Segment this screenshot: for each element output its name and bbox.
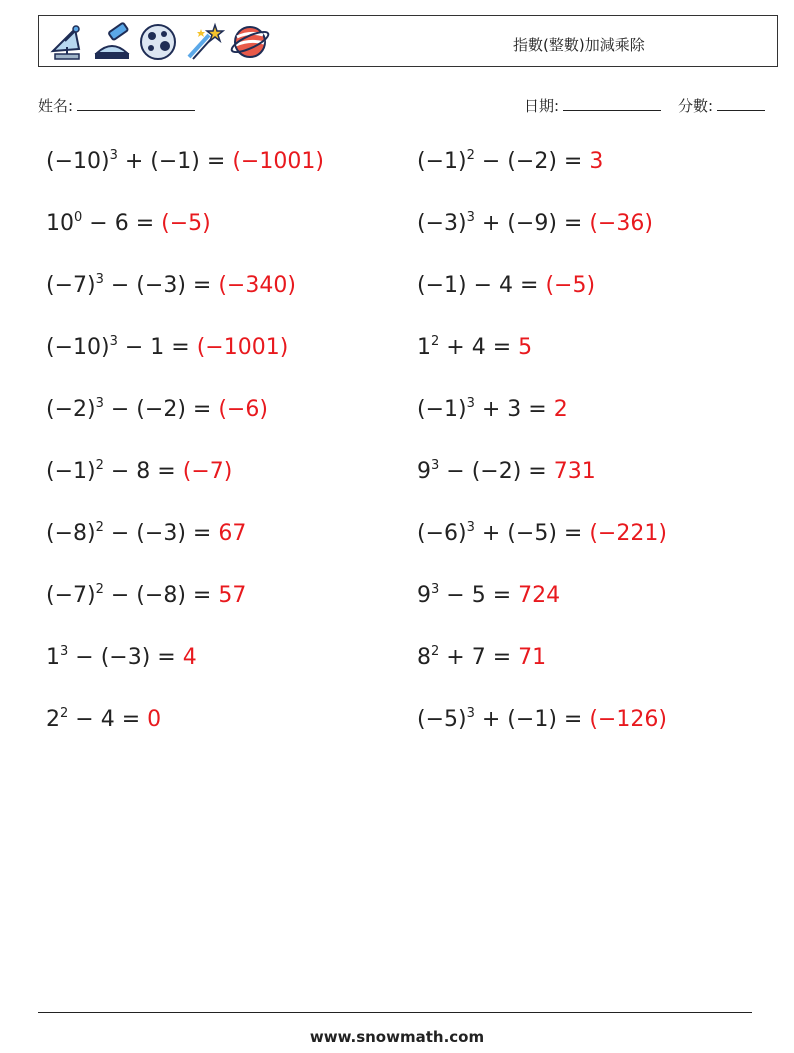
problem-answer: (−1001) [232,149,324,174]
problem-base: (−5) [417,707,467,732]
problem-answer: 67 [218,521,247,546]
date-label: 日期: [524,97,560,115]
problem-item [46,707,161,732]
telescope-icon [91,21,133,63]
problem-item [417,645,546,670]
icon-strip [45,21,271,63]
problem-operation: − 6 = [82,211,162,236]
name-field [38,95,195,116]
date-blank[interactable] [563,96,661,111]
problem-answer: (−7) [182,459,233,484]
problem-exponent: 3 [466,706,475,721]
problem-item [417,707,667,732]
problem-operation: + (−5) = [474,521,590,546]
problem-operation: + 7 = [439,645,519,670]
problem-item [46,645,197,670]
problem-base: (−1) [417,149,467,174]
problem-answer: 0 [147,707,162,732]
problem-exponent: 2 [431,644,440,659]
problem-item [417,149,603,174]
header-box [38,15,778,67]
problem-operation: − (−2) = [474,149,590,174]
problem-answer: (−36) [589,211,653,236]
name-label: 姓名: [38,97,74,115]
problem-exponent: 3 [466,210,475,225]
problem-operation: + 3 = [474,397,554,422]
problem-answer: 57 [218,583,247,608]
problem-exponent: 3 [466,396,475,411]
problem-operation: − (−2) = [439,459,554,484]
problem-operation: + (−1) = [117,149,233,174]
problem-answer: (−1001) [196,335,289,360]
problem-exponent: 3 [109,334,118,349]
problem-answer: (−5) [545,273,596,298]
problem-exponent: 0 [74,210,83,225]
score-label: 分數: [678,97,714,115]
problem-answer: (−5) [161,211,211,236]
footer-divider [38,1012,752,1013]
problem-item [417,397,568,422]
problem-operation: − (−3) = [103,273,219,298]
problem-operation: − (−3) = [68,645,183,670]
problem-answer: (−6) [218,397,268,422]
problem-operation: − (−3) = [103,521,219,546]
problem-exponent: 3 [95,396,104,411]
problem-item [46,335,288,360]
problem-exponent: 2 [466,148,475,163]
problem-base: (−7) [46,583,96,608]
problem-exponent: 2 [95,520,104,535]
problem-exponent: 2 [95,458,104,473]
problem-answer: 3 [589,149,604,174]
problem-base: (−3) [417,211,467,236]
date-field [524,95,661,116]
problem-base: (−1) − 4 = [417,273,546,298]
problem-answer: 71 [518,645,547,670]
problem-answer: (−221) [589,521,667,546]
problem-answer: (−340) [218,273,296,298]
problem-base: (−7) [46,273,96,298]
problem-operation: − 1 = [117,335,197,360]
problem-answer: (−126) [589,707,667,732]
problem-item [46,459,232,484]
problem-operation: − (−2) = [103,397,219,422]
problem-item [417,211,653,236]
problem-base: (−10) [46,335,110,360]
problem-item [417,273,595,298]
problem-base: 8 [417,645,431,670]
problem-item [417,459,596,484]
problem-exponent: 3 [431,458,440,473]
problem-item [417,521,667,546]
problem-operation: + 4 = [439,335,519,360]
problem-item [46,211,211,236]
problem-base: (−6) [417,521,467,546]
footer-url: www.snowmath.com [309,1028,485,1046]
planet-icon [229,21,271,63]
problem-exponent: 3 [109,148,118,163]
problem-item [46,273,296,298]
problem-base: (−1) [417,397,467,422]
problem-operation: − 8 = [103,459,183,484]
problem-base: 1 [417,335,431,360]
problem-exponent: 2 [431,334,440,349]
score-field [678,95,765,116]
problem-exponent: 3 [466,520,475,535]
worksheet-title: 指數(整數)加減乘除 [513,36,645,54]
problem-operation: − 5 = [439,583,519,608]
problem-operation: − (−8) = [103,583,219,608]
satellite-dish-icon [45,21,87,63]
problem-exponent: 3 [95,272,104,287]
problem-operation: + (−9) = [474,211,590,236]
problem-answer: 2 [553,397,568,422]
problem-answer: 4 [182,645,197,670]
problem-base: (−10) [46,149,110,174]
problem-item [46,397,268,422]
score-blank[interactable] [717,96,765,111]
problem-operation: − 4 = [68,707,148,732]
problem-item [46,583,246,608]
problem-base: 9 [417,459,431,484]
problem-base: 9 [417,583,431,608]
problem-operation: + (−1) = [474,707,590,732]
problem-base: 2 [46,707,60,732]
problem-item [417,335,532,360]
problem-base: (−8) [46,521,96,546]
problem-answer: 731 [553,459,596,484]
problem-exponent: 2 [60,706,69,721]
problem-exponent: 3 [431,582,440,597]
problem-item [46,521,246,546]
problem-base: (−2) [46,397,96,422]
moon-icon [137,21,179,63]
problem-base: 1 [46,645,60,670]
problem-item [46,149,324,174]
problem-exponent: 3 [60,644,69,659]
shooting-star-icon [183,21,225,63]
problem-base: (−1) [46,459,96,484]
problem-item [417,583,560,608]
problem-base: 10 [46,211,74,236]
problem-answer: 724 [518,583,561,608]
name-blank[interactable] [77,96,195,111]
problem-answer: 5 [518,335,533,360]
problem-exponent: 2 [95,582,104,597]
